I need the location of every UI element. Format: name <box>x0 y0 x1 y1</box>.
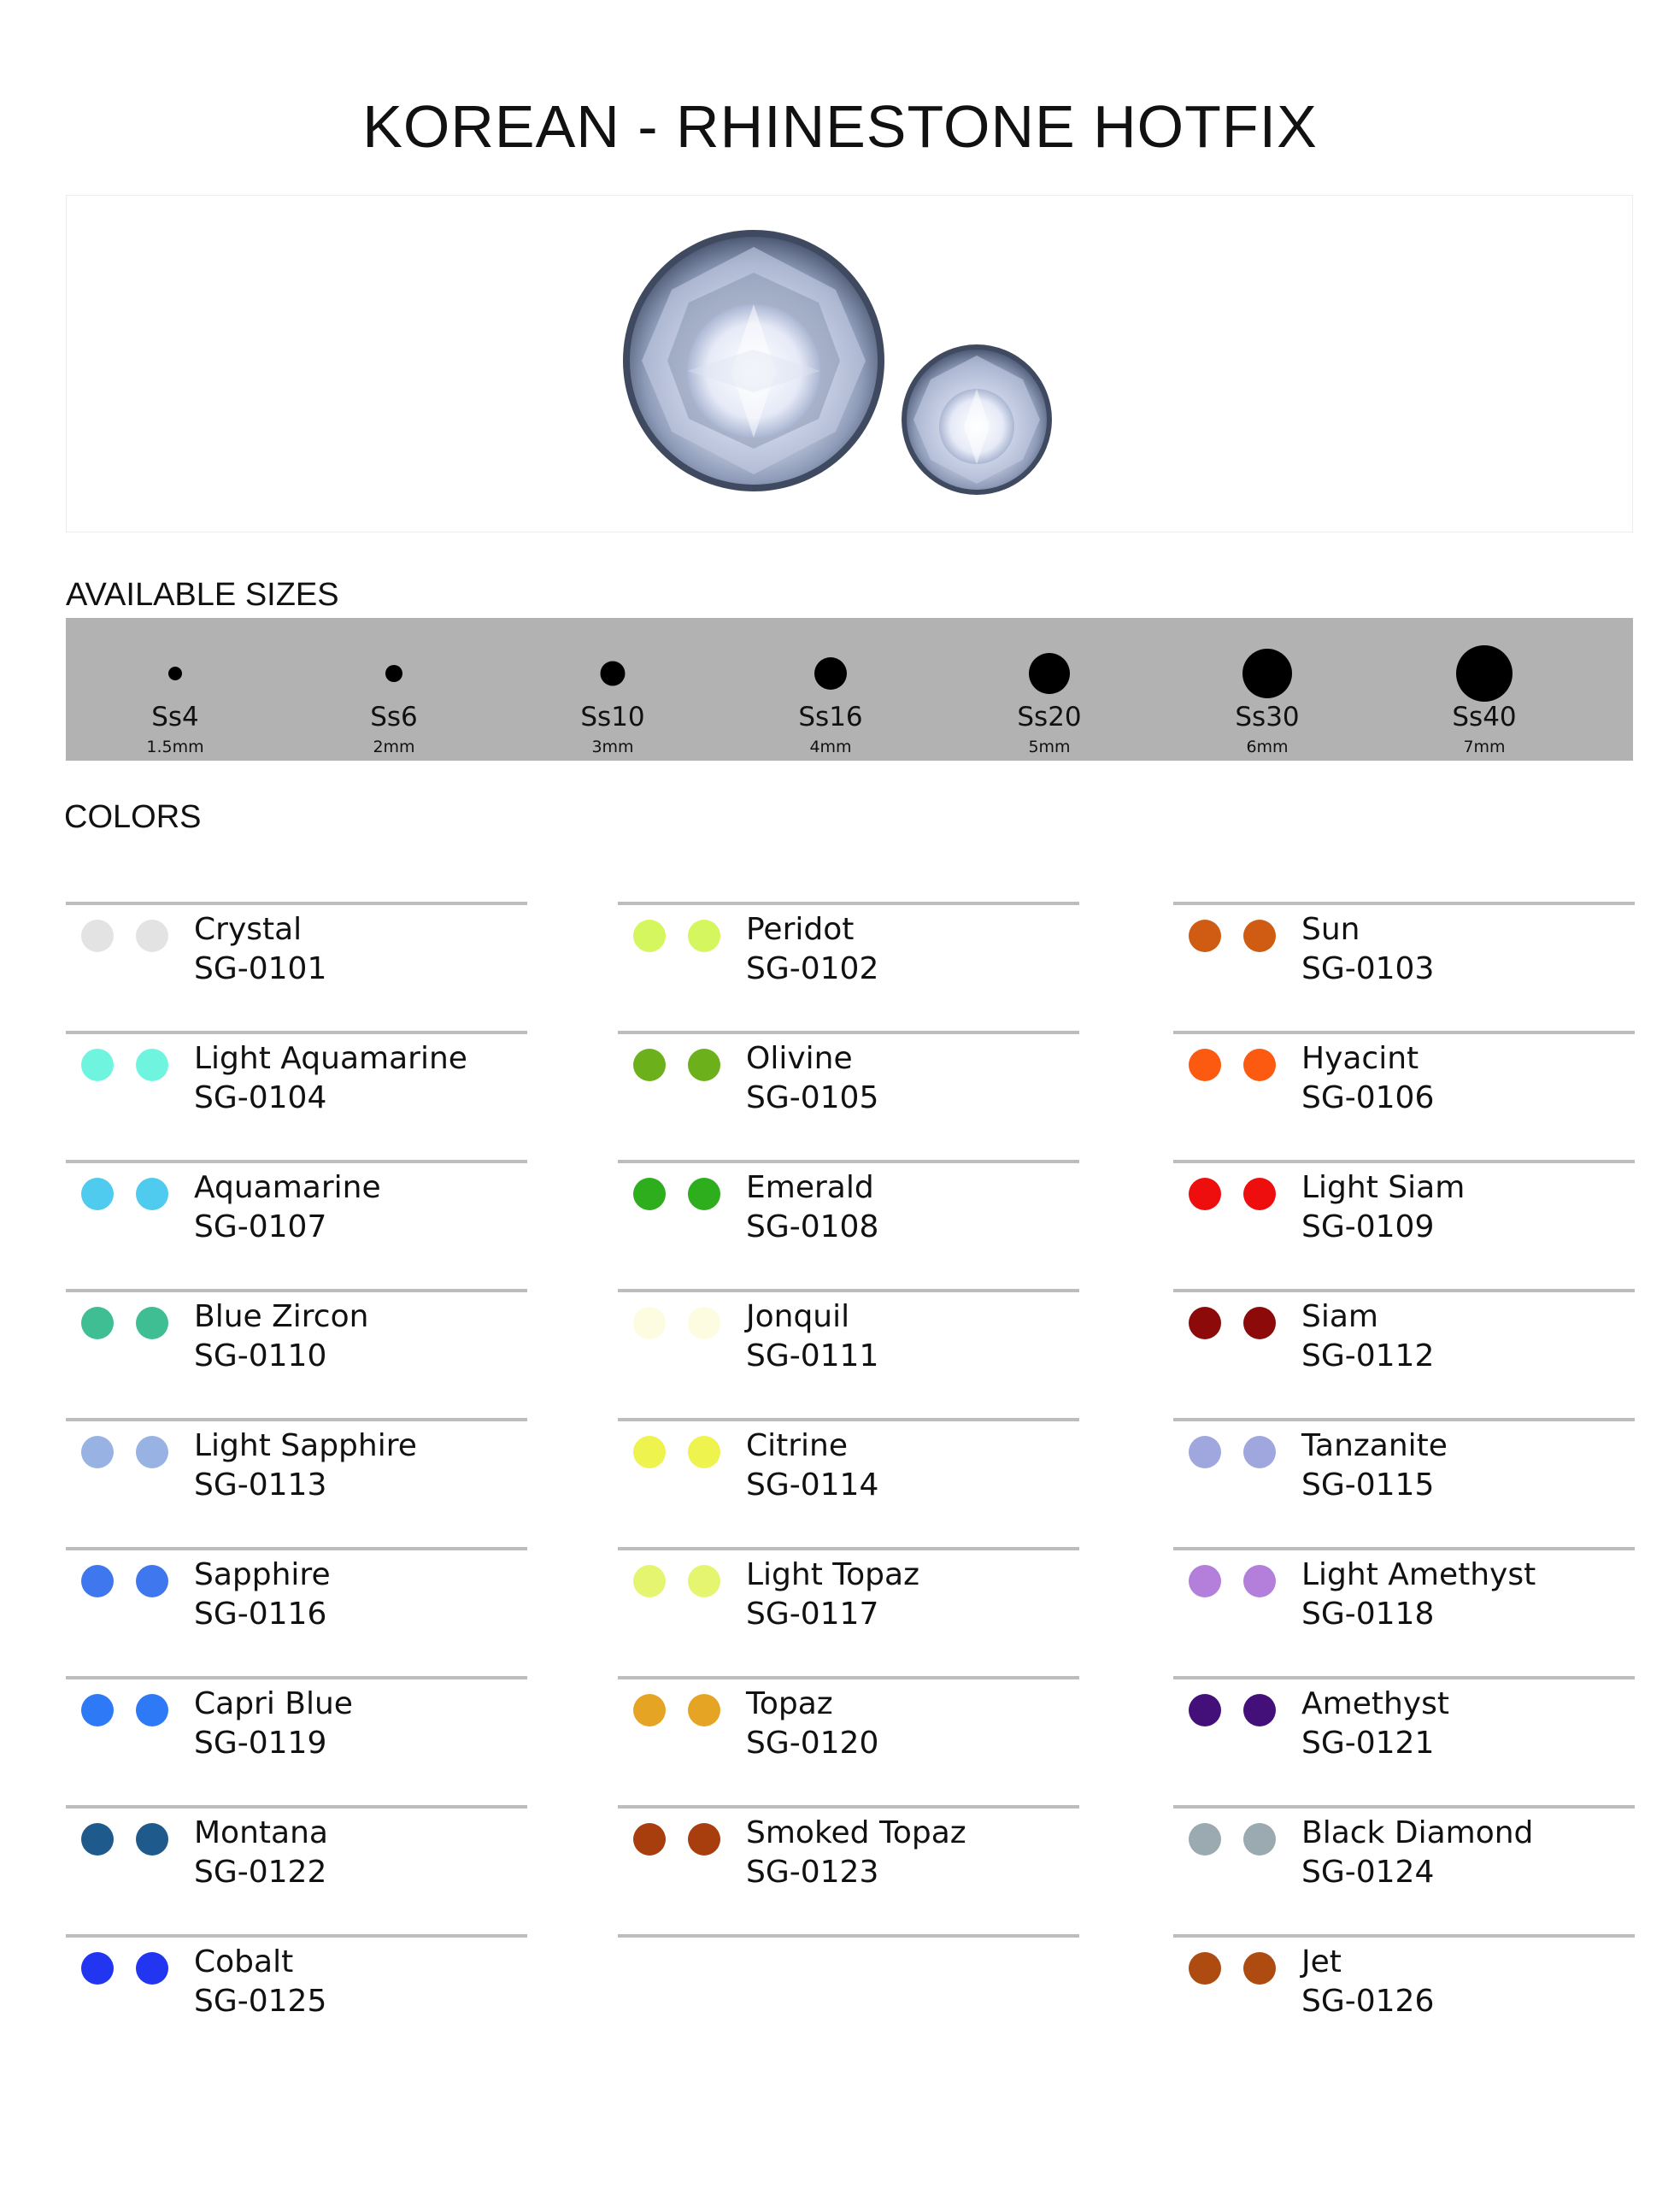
color-swatch-icon <box>1243 1823 1276 1856</box>
size-item <box>972 618 1126 761</box>
size-mm: 1.5mm <box>146 738 204 756</box>
sizes-bar <box>66 618 1633 761</box>
color-name: Cobalt <box>194 1944 294 1979</box>
color-row <box>1173 902 1635 1031</box>
size-dot-icon <box>1242 649 1292 698</box>
color-name: Tanzanite <box>1301 1428 1448 1463</box>
size-name: Ss40 <box>1452 702 1517 732</box>
color-name: Light Aquamarine <box>194 1041 467 1076</box>
color-code: SG-0110 <box>194 1338 327 1373</box>
color-swatch-icon <box>136 1178 168 1210</box>
color-name: Jet <box>1301 1944 1342 1979</box>
color-row <box>618 1418 1079 1547</box>
product-image-panel <box>66 195 1633 532</box>
color-swatch-icon <box>81 1952 114 1985</box>
size-dot-icon <box>814 657 847 690</box>
color-swatch-icon <box>1189 1823 1221 1856</box>
color-swatch-icon <box>81 920 114 952</box>
color-swatch-icon <box>1189 1307 1221 1339</box>
color-row <box>1173 1547 1635 1676</box>
color-swatch-icon <box>633 1565 666 1597</box>
color-row <box>66 1418 527 1547</box>
color-swatch-icon <box>81 1823 114 1856</box>
size-mm: 6mm <box>1246 738 1289 756</box>
size-name: Ss10 <box>580 702 645 732</box>
color-name: Emerald <box>746 1170 874 1205</box>
color-row <box>66 1934 527 2063</box>
color-swatch-icon <box>1243 1436 1276 1468</box>
color-row <box>1173 1160 1635 1289</box>
size-dot-icon <box>1029 653 1070 694</box>
size-item <box>317 618 471 761</box>
color-code: SG-0119 <box>194 1726 327 1761</box>
size-item <box>1407 618 1561 761</box>
color-swatch-icon <box>136 1952 168 1985</box>
color-swatch-icon <box>1243 1307 1276 1339</box>
color-row <box>66 1031 527 1160</box>
color-code: SG-0113 <box>194 1467 327 1503</box>
color-swatch-icon <box>688 1823 720 1856</box>
color-name: Black Diamond <box>1301 1815 1534 1850</box>
color-name: Olivine <box>746 1041 853 1076</box>
color-code: SG-0122 <box>194 1855 327 1890</box>
color-code: SG-0107 <box>194 1209 327 1244</box>
color-swatch-icon <box>136 920 168 952</box>
color-name: Light Topaz <box>746 1557 919 1592</box>
color-swatch-icon <box>688 1436 720 1468</box>
color-code: SG-0121 <box>1301 1726 1435 1761</box>
color-swatch-icon <box>688 1049 720 1081</box>
color-code: SG-0106 <box>1301 1080 1435 1115</box>
color-code: SG-0102 <box>746 951 879 986</box>
color-row <box>1173 1676 1635 1805</box>
color-row <box>618 1160 1079 1289</box>
size-name: Ss30 <box>1235 702 1300 732</box>
color-swatch-icon <box>688 1178 720 1210</box>
color-row <box>66 1805 527 1934</box>
size-name: Ss4 <box>151 702 199 732</box>
color-name: Jonquil <box>746 1299 850 1334</box>
color-swatch-icon <box>136 1436 168 1468</box>
color-name: Sun <box>1301 912 1360 947</box>
color-swatch-icon <box>81 1565 114 1597</box>
color-swatch-icon <box>633 1436 666 1468</box>
color-swatch-icon <box>1243 1178 1276 1210</box>
color-swatch-icon <box>633 1178 666 1210</box>
color-code: SG-0111 <box>746 1338 879 1373</box>
color-code: SG-0118 <box>1301 1597 1435 1632</box>
color-code: SG-0105 <box>746 1080 879 1115</box>
color-row <box>1173 1418 1635 1547</box>
color-swatch-icon <box>688 1307 720 1339</box>
color-code: SG-0124 <box>1301 1855 1435 1890</box>
color-name: Amethyst <box>1301 1686 1449 1721</box>
color-code: SG-0123 <box>746 1855 879 1890</box>
color-code: SG-0115 <box>1301 1467 1435 1503</box>
color-row <box>66 1160 527 1289</box>
color-swatch-icon <box>1243 1952 1276 1985</box>
size-mm: 7mm <box>1463 738 1506 756</box>
color-row <box>1173 1031 1635 1160</box>
size-mm: 3mm <box>591 738 634 756</box>
color-swatch-icon <box>136 1823 168 1856</box>
size-dot-icon <box>601 662 626 686</box>
color-row <box>66 1289 527 1418</box>
size-item <box>536 618 690 761</box>
color-swatch-icon <box>1243 1049 1276 1081</box>
color-code: SG-0108 <box>746 1209 879 1244</box>
color-code: SG-0109 <box>1301 1209 1435 1244</box>
color-swatch-icon <box>1189 1952 1221 1985</box>
color-swatch-icon <box>136 1049 168 1081</box>
color-code: SG-0114 <box>746 1467 879 1503</box>
color-row <box>618 1547 1079 1676</box>
color-row <box>618 902 1079 1031</box>
color-code: SG-0112 <box>1301 1338 1435 1373</box>
color-swatch-icon <box>688 1694 720 1726</box>
color-name: Light Sapphire <box>194 1428 417 1463</box>
color-swatch-icon <box>1189 1436 1221 1468</box>
divider <box>618 1934 1079 1943</box>
color-swatch-icon <box>81 1436 114 1468</box>
rhinestone-image <box>67 196 1634 533</box>
color-swatch-icon <box>688 920 720 952</box>
color-name: Hyacint <box>1301 1041 1419 1076</box>
color-name: Light Amethyst <box>1301 1557 1536 1592</box>
size-item <box>1190 618 1344 761</box>
color-name: Sapphire <box>194 1557 331 1592</box>
color-swatch-icon <box>136 1694 168 1726</box>
size-name: Ss16 <box>798 702 863 732</box>
colors-heading: COLORS <box>64 799 202 835</box>
color-name: Blue Zircon <box>194 1299 369 1334</box>
color-row <box>618 1676 1079 1805</box>
color-swatch-icon <box>1243 920 1276 952</box>
size-dot-icon <box>1456 645 1513 702</box>
color-code: SG-0125 <box>194 1984 327 2019</box>
color-swatch-icon <box>633 1694 666 1726</box>
small-stone-icon <box>902 344 1052 495</box>
color-name: Montana <box>194 1815 328 1850</box>
color-name: Light Siam <box>1301 1170 1466 1205</box>
color-name: Capri Blue <box>194 1686 353 1721</box>
page-title: KOREAN - RHINESTONE HOTFIX <box>362 93 1318 160</box>
color-swatch-icon <box>136 1307 168 1339</box>
color-row <box>66 1676 527 1805</box>
large-stone-icon <box>623 230 884 491</box>
color-swatch-icon <box>633 1823 666 1856</box>
color-row <box>66 902 527 1031</box>
size-mm: 4mm <box>809 738 852 756</box>
color-name: Citrine <box>746 1428 849 1463</box>
color-code: SG-0103 <box>1301 951 1435 986</box>
color-code: SG-0116 <box>194 1597 327 1632</box>
size-dot-icon <box>168 667 182 680</box>
size-dot-icon <box>385 665 402 682</box>
color-code: SG-0126 <box>1301 1984 1435 2019</box>
color-code: SG-0117 <box>746 1597 879 1632</box>
available-sizes-heading: AVAILABLE SIZES <box>66 577 339 613</box>
color-swatch-icon <box>633 1307 666 1339</box>
size-item <box>98 618 252 761</box>
color-swatch-icon <box>81 1178 114 1210</box>
color-swatch-icon <box>1243 1694 1276 1726</box>
color-row <box>1173 1805 1635 1934</box>
color-code: SG-0120 <box>746 1726 879 1761</box>
color-swatch-icon <box>1189 920 1221 952</box>
color-column-3 <box>1173 902 1635 2063</box>
color-swatch-icon <box>688 1565 720 1597</box>
color-swatch-icon <box>81 1694 114 1726</box>
color-swatch-icon <box>633 920 666 952</box>
color-row <box>618 1805 1079 1934</box>
color-name: Topaz <box>746 1686 833 1721</box>
color-swatch-icon <box>1189 1694 1221 1726</box>
color-swatch-icon <box>81 1307 114 1339</box>
color-name: Smoked Topaz <box>746 1815 966 1850</box>
color-name: Siam <box>1301 1299 1378 1334</box>
color-swatch-icon <box>1243 1565 1276 1597</box>
color-name: Aquamarine <box>194 1170 381 1205</box>
size-name: Ss20 <box>1017 702 1082 732</box>
color-name: Peridot <box>746 912 855 947</box>
color-swatch-icon <box>1189 1565 1221 1597</box>
color-row <box>1173 1289 1635 1418</box>
color-column-2 <box>618 902 1079 1943</box>
color-row <box>618 1289 1079 1418</box>
color-swatch-icon <box>633 1049 666 1081</box>
color-row <box>1173 1934 1635 2063</box>
color-name: Crystal <box>194 912 303 947</box>
color-row <box>618 1031 1079 1160</box>
color-swatch-icon <box>1189 1049 1221 1081</box>
color-column-1 <box>66 902 527 2063</box>
size-item <box>754 618 908 761</box>
color-row <box>66 1547 527 1676</box>
color-code: SG-0104 <box>194 1080 327 1115</box>
color-swatch-icon <box>81 1049 114 1081</box>
color-swatch-icon <box>1189 1178 1221 1210</box>
size-name: Ss6 <box>370 702 418 732</box>
color-swatch-icon <box>136 1565 168 1597</box>
color-code: SG-0101 <box>194 951 327 986</box>
size-mm: 2mm <box>373 738 415 756</box>
size-mm: 5mm <box>1028 738 1071 756</box>
